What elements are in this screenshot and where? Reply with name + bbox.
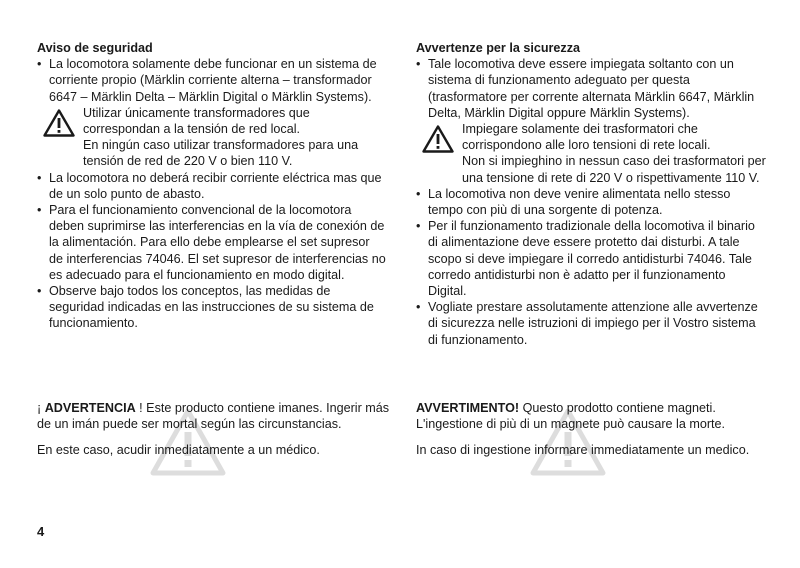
list-item: • La locomotora no deberá recibir corriente eléctrica mas que de un solo punto de abasto. — [37, 170, 387, 202]
notice-label: ADVERTENCIA — [44, 401, 136, 415]
section-heading: Aviso de seguridad — [37, 41, 153, 55]
safety-list — [416, 186, 766, 348]
notice-body: ! Este producto contiene imanes. Ingerir más de un imán puede ser mortal según las circunstancias. — [37, 401, 390, 432]
safety-section-spanish — [37, 40, 387, 332]
notice-follow-text: En este caso, acudir inmediatamente a un médico. — [37, 443, 320, 458]
warning-text: Utilizar únicamente transformadores que correspondan a la tensión de red local. — [83, 105, 310, 137]
safety-section-italian — [416, 40, 766, 348]
page-number: 4 — [37, 524, 45, 539]
list-item: • Tale locomotiva deve essere impiegata soltanto con un sistema di funzionamento adeguato per questa (trasformatore per corrente alternata Märklin 6647, Märklin Delta, Märklin Digital oppure Märklin Systems). — [416, 56, 766, 121]
list-item: • Per il funzionamento tradizionale della locomotiva il binario di alimentazione deve essere protetto dai disturbi. A tale scopo si deve impiegare il corredo antidisturbi 74046. Tale corredo antidisturbi non è adatto per il funzionamento Digital. — [416, 218, 766, 299]
list-item: • La locomotora solamente debe funcionar en un sistema de corriente propio (Märklin corriente alterna – transformador 6647 – Märklin Delta – Märklin Digital o Märklin Systems). — [37, 56, 387, 105]
safety-list — [416, 56, 766, 121]
notice-text — [37, 400, 397, 432]
warning-triangle-icon — [422, 125, 454, 153]
safety-list — [37, 56, 387, 105]
list-item: • La locomotiva non deve venire alimentata nello stesso tempo con più di una sorgente di potenza. — [416, 186, 766, 218]
list-item: • Observe bajo todos los conceptos, las medidas de seguridad indicadas en las instrucciones de su sistema de funcionamiento. — [37, 283, 387, 332]
warning-triangle-icon — [43, 109, 75, 137]
magnet-notice-spanish — [37, 400, 397, 459]
warning-text: Impiegare solamente dei trasformatori che corrispondono alle loro tensioni di rete locali. — [462, 122, 711, 153]
safety-list — [37, 170, 387, 332]
list-item: • Para el funcionamiento convencional de la locomotora deben suprimirse las interferencias en la vía de conexión de la alimentación. Para ello debe emplearse el set supresor de interferencias 74046. El set supresor de interferencias no es adecuado para el funcionamiento en modo digital. — [37, 202, 387, 283]
notice-prefix: ¡ — [37, 401, 45, 415]
notice-body: Questo prodotto contiene magneti. L'ingestione di più di un magnete può causare la morte. — [416, 401, 726, 432]
warning-text: En ningún caso utilizar transformadores para una tensión de red de 220 V o bien 110 V. — [83, 138, 359, 169]
warning-text: Non si impieghino in nessun caso dei trasformatori per una tensione di rete di 220 V o rispettivamente 110 V. — [462, 154, 766, 185]
warning-block — [416, 121, 766, 186]
list-item: • Vogliate prestare assolutamente attenzione alle avvertenze di sicurezza nelle istruzioni di impiego per il Vostro sistema di funzionamento. — [416, 299, 766, 348]
notice-text — [416, 400, 776, 432]
section-heading: Avvertenze per la sicurezza — [416, 41, 581, 55]
notice-label: AVVERTIMENTO! — [416, 401, 520, 415]
magnet-notice-italian — [416, 400, 776, 459]
notice-follow-text: In caso di ingestione informare immediatamente un medico. — [416, 443, 750, 458]
warning-block — [37, 105, 387, 170]
